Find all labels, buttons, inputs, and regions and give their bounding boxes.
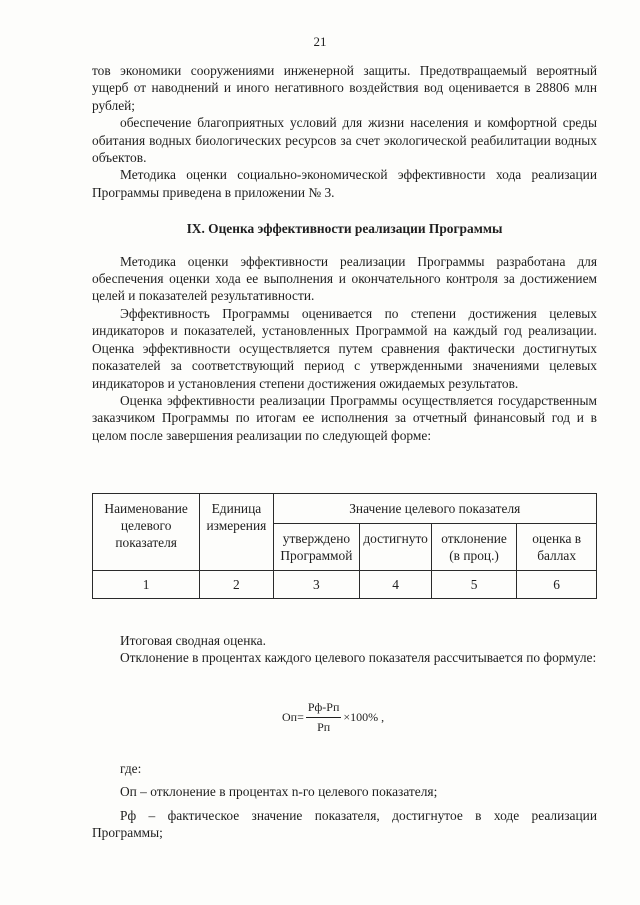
table-header-indicator: Наименование целевого показателя (93, 494, 200, 571)
paragraph: Отклонение в процентах каждого целевого показателя рассчитывается по формуле: (120, 650, 597, 666)
deviation-formula (282, 700, 384, 735)
paragraph: обеспечение благоприятных условий для жизни населения и комфортной среды обитания водных биологических ресурсов за счет экологической реабилитации водных объектов. (92, 115, 597, 166)
table-header-group: Значение целевого показателя (273, 494, 597, 524)
formula-denominator: Рп (317, 720, 331, 734)
page-number: 21 (313, 34, 327, 49)
paragraph: где: (120, 761, 142, 776)
table-subheader: отклонение (в проц.) (431, 524, 516, 571)
table-cell: 4 (360, 571, 432, 599)
table-cell: 3 (273, 571, 360, 599)
paragraph: Методика оценки эффективности реализации Программы разработана для обеспечения оценки хода ее выполнения и окончательного контроля за достижением целей и показателей результативности. (92, 253, 597, 304)
formula-fraction (306, 700, 342, 735)
definitions (92, 760, 597, 842)
paragraph: тов экономики сооружениями инженерной защиты. Предотвращаемый вероятный ущерб от наводнений и иного негативного воздействия вод оценивается в 28806 млн рублей; (92, 63, 597, 113)
table-cell: 2 (200, 571, 273, 599)
table-cell: 1 (93, 571, 200, 599)
paragraph: Итоговая сводная оценка. (120, 633, 266, 648)
table-header-unit: Единица измерения (200, 494, 273, 571)
formula-lhs: Оп= (282, 710, 304, 724)
table-subheader: достигнуто (360, 524, 432, 571)
after-table-text (92, 632, 597, 667)
formula-numerator: Рф-Рп (306, 700, 342, 718)
paragraph: Рф – фактическое значение показателя, достигнутое в ходе реализации Программы; (92, 807, 597, 841)
paragraph: Методика оценки социально-экономической эффективности хода реализации Программы приведена в приложении № 3. (92, 167, 597, 200)
paragraph: Эффективность Программы оценивается по степени достижения целевых индикаторов и показателей, установленных Программой на каждый год реализации. Оценка эффективности осуществляется путем сравнения фактически достигнутых показателей за соответствующий период с утвержденными значениями целевых индикаторов и установления степени достижения ожидаемых результатов. (92, 305, 597, 391)
table-cell: 5 (431, 571, 516, 599)
evaluation-table (92, 493, 597, 599)
paragraph: Оценка эффективности реализации Программы осуществляется государственным заказчиком Программы по итогам ее исполнения за отчетный финансовый год и в целом после завершения реализации по следующей форме: (92, 392, 597, 443)
table-cell: 6 (517, 571, 597, 599)
table-subheader: утверждено Программой (273, 524, 360, 571)
section-heading: IX. Оценка эффективности реализации Программы (186, 221, 503, 237)
formula-rhs: ×100% , (343, 710, 385, 724)
table-subheader: оценка в баллах (517, 524, 597, 571)
document-body (92, 62, 597, 444)
paragraph: Оп – отклонение в процентах n-го целевого показателя; (120, 784, 438, 800)
